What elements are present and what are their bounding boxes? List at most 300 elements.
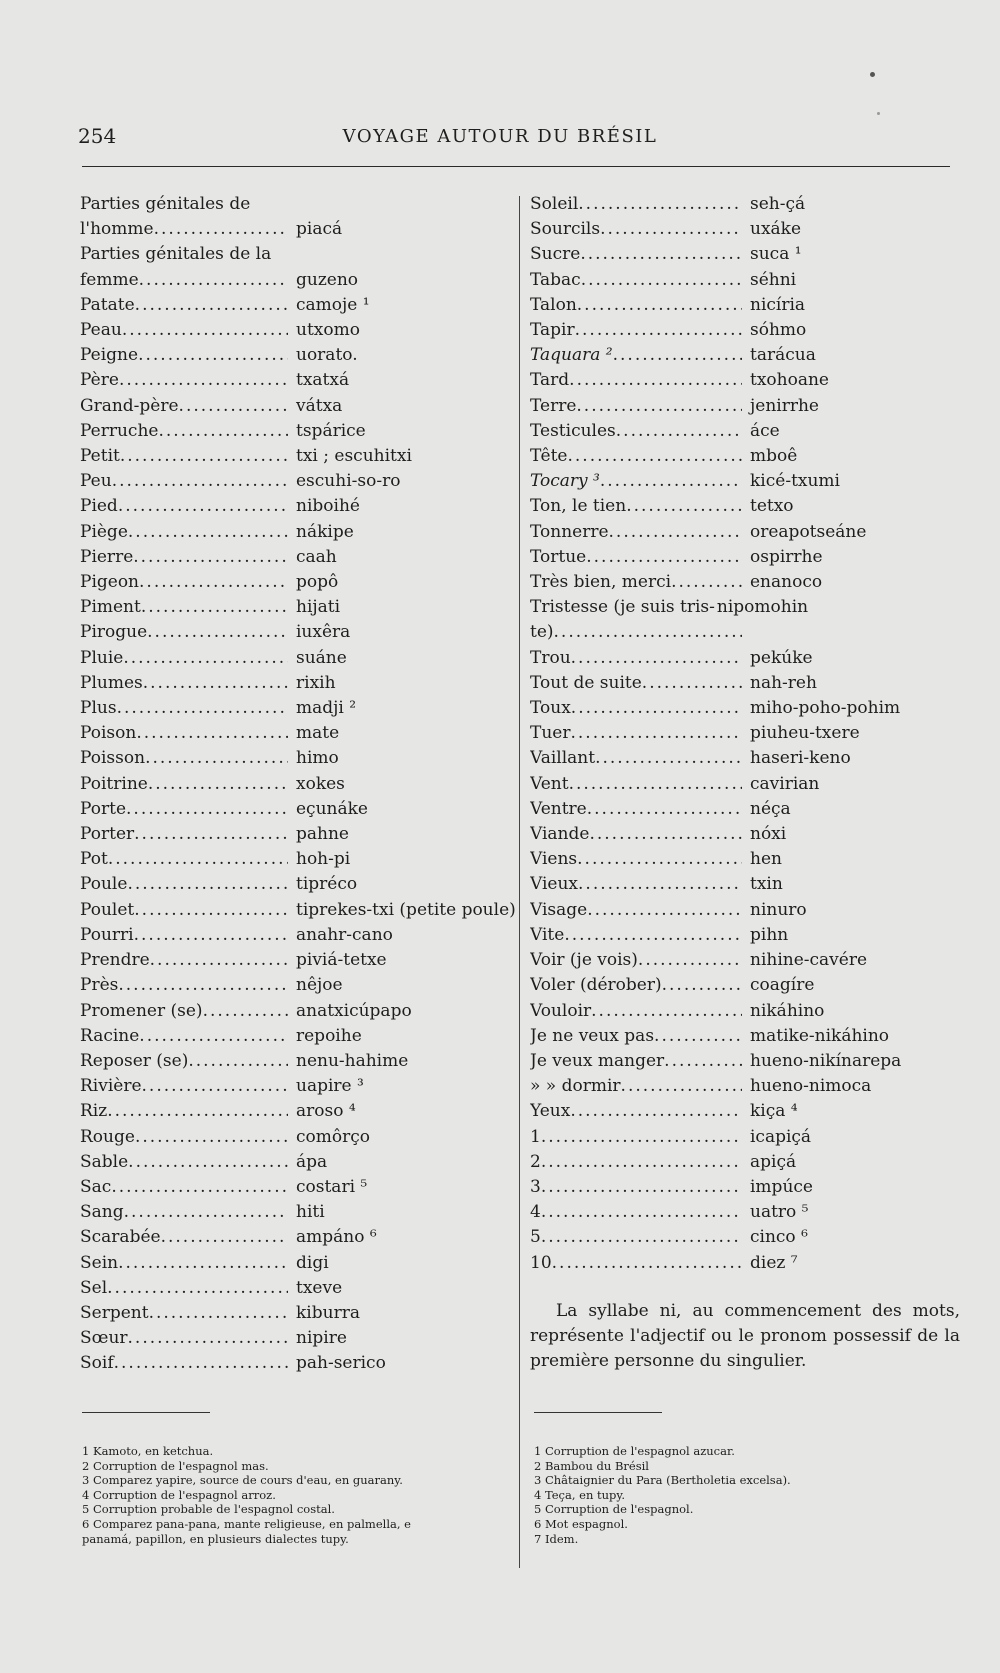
footnote: 5 Corruption probable de l'espagnol costal. (82, 1502, 335, 1517)
leader-dots (111, 1175, 288, 1200)
entry-gloss: coagíre (750, 975, 815, 996)
entry-term-wrap (80, 469, 288, 494)
entry-gloss: pekúke (750, 647, 813, 668)
leader-dots (541, 1175, 742, 1200)
entry-term-wrap (530, 469, 742, 494)
entry-gloss: hueno-nimoca (750, 1076, 872, 1097)
leader-dots (161, 1225, 288, 1250)
entry-term: 1 (530, 1126, 541, 1147)
entry-term-wrap (80, 343, 288, 368)
leader-dots (139, 268, 288, 293)
entry-gloss: nah-reh (750, 672, 817, 693)
entry-term-wrap (80, 847, 288, 872)
leader-dots (571, 646, 742, 671)
entry-term-wrap (530, 242, 742, 267)
leader-dots (621, 1074, 742, 1099)
entry-term: Riz (80, 1101, 108, 1122)
glossary-entry (80, 1175, 480, 1200)
entry-term-wrap (530, 1024, 742, 1049)
entry-gloss: repoihe (296, 1025, 362, 1046)
entry-term-wrap (530, 1175, 742, 1200)
entry-term-wrap (80, 822, 288, 847)
entry-gloss: uapire ³ (296, 1076, 364, 1097)
entry-term-wrap (80, 772, 288, 797)
leader-dots (554, 620, 742, 645)
entry-term-wrap (80, 948, 288, 973)
glossary-entry (530, 419, 960, 444)
entry-term: Scarabée (80, 1227, 161, 1248)
entry-term-wrap (530, 1125, 742, 1150)
entry-term: Rivière (80, 1076, 142, 1097)
entry-term-wrap (80, 797, 288, 822)
entry-gloss: ampáno ⁶ (296, 1227, 377, 1248)
entry-gloss: mboê (750, 446, 798, 467)
entry-gloss: vátxa (296, 395, 343, 416)
entry-gloss: matike-nikáhino (750, 1025, 890, 1046)
entry-term-wrap (530, 520, 742, 545)
entry-term-wrap (530, 1099, 742, 1124)
entry-term: Serpent (80, 1302, 149, 1323)
leader-dots (122, 318, 288, 343)
entry-term: Pot (80, 849, 108, 870)
leader-dots (578, 872, 742, 897)
entry-gloss: txi ; escuhitxi (296, 446, 412, 467)
entry-term-wrap (80, 1024, 288, 1049)
entry-term-wrap (80, 999, 288, 1024)
glossary-entry (80, 1099, 480, 1124)
entry-term-wrap (80, 1225, 288, 1250)
glossary-entry (80, 1074, 480, 1099)
glossary-entry (80, 923, 480, 948)
entry-gloss: diez ⁷ (750, 1252, 798, 1273)
entry-term: Près (80, 975, 119, 996)
entry-gloss: tipréco (296, 874, 358, 895)
leader-dots (576, 394, 742, 419)
footnote: 2 Corruption de l'espagnol mas. (82, 1458, 269, 1473)
entry-term-wrap (80, 1351, 288, 1376)
header-rule (82, 166, 950, 167)
glossary-entry (530, 898, 960, 923)
glossary-entry (530, 545, 960, 570)
entry-term: Sourcils (530, 219, 601, 240)
leader-dots (587, 797, 742, 822)
glossary-entry (80, 620, 480, 645)
entry-term-wrap (530, 1225, 742, 1250)
glossary-entry (530, 570, 960, 595)
entry-gloss: icapiçá (750, 1126, 812, 1147)
entry-term-wrap (80, 721, 288, 746)
entry-term-wrap (530, 772, 742, 797)
entry-gloss: mate (296, 723, 340, 744)
glossary-entry (80, 797, 480, 822)
entry-term: Perruche (80, 420, 159, 441)
entry-term-wrap (530, 746, 742, 771)
footnote: 6 Mot espagnol. (534, 1516, 628, 1531)
glossary-entry (530, 620, 960, 645)
leader-dots (134, 898, 288, 923)
entry-term-wrap (530, 646, 742, 671)
entry-term-wrap (80, 973, 288, 998)
glossary-entry (530, 696, 960, 721)
glossary-entry (80, 494, 480, 519)
entry-term-wrap (530, 797, 742, 822)
glossary-entry (80, 898, 516, 923)
glossary-entry (80, 268, 480, 293)
footnote: 3 Châtaignier du Para (Bertholetia excelsa). (534, 1473, 791, 1488)
leader-dots (577, 847, 742, 872)
entry-term-wrap (80, 242, 271, 267)
entry-term: Poulet (80, 899, 135, 920)
entry-gloss: oreapotseáne (750, 521, 867, 542)
entry-gloss: séhni (750, 269, 797, 290)
entry-gloss: haseri-keno (750, 748, 851, 769)
entry-term: Sucre (530, 244, 581, 265)
glossary-entry (530, 242, 960, 267)
entry-gloss: hueno-nikínarepa (750, 1050, 902, 1071)
entry-gloss: cinco ⁶ (750, 1227, 808, 1248)
leader-dots (148, 772, 288, 797)
entry-term: Peu (80, 471, 112, 492)
possessive-note: La syllabe ni, au commencement des mots, représente l'adjectif ou le pronom possessif de la première personne du singulier. (530, 1301, 960, 1371)
entry-term-wrap (530, 1251, 742, 1276)
footnote: panamá, papillon, en plusieurs dialectes tupy. (82, 1531, 349, 1546)
glossary-entry (530, 1049, 960, 1074)
entry-term: Sœur (80, 1328, 128, 1349)
entry-term: Ton, le tien (530, 496, 627, 517)
leader-dots (541, 1150, 742, 1175)
entry-gloss: hiti (296, 1202, 325, 1223)
leader-dots (638, 948, 742, 973)
entry-term: Peigne (80, 345, 139, 366)
leader-dots (141, 595, 288, 620)
entry-term: Rouge (80, 1126, 135, 1147)
entry-gloss: sóhmo (750, 320, 807, 341)
glossary-entry (530, 1125, 960, 1150)
entry-gloss: tetxo (750, 496, 794, 517)
entry-term-wrap (80, 1301, 288, 1326)
entry-gloss: nipomohin (716, 597, 809, 618)
entry-term-wrap (80, 268, 288, 293)
entry-term-wrap (530, 847, 742, 872)
entry-term: Parties génitales de la (80, 244, 272, 265)
entry-gloss: uxáke (750, 219, 802, 240)
entry-gloss: himo (296, 748, 339, 769)
leader-dots (578, 192, 742, 217)
entry-term: Petit (80, 446, 120, 467)
entry-gloss: piacá (296, 219, 343, 240)
entry-gloss: costari ⁵ (296, 1176, 368, 1197)
glossary-entry (80, 343, 480, 368)
entry-term: Poisson (80, 748, 146, 769)
leader-dots (591, 999, 742, 1024)
entry-term-wrap (80, 217, 288, 242)
footnote: 7 Idem. (534, 1531, 579, 1546)
leader-dots (123, 646, 288, 671)
glossary-entry (80, 948, 480, 973)
entry-term-wrap (80, 923, 288, 948)
entry-term-wrap (80, 620, 288, 645)
entry-term-wrap (80, 545, 288, 570)
entry-term-wrap (530, 343, 742, 368)
entry-term: Trou (530, 647, 571, 668)
entry-gloss: escuhi-so-ro (296, 471, 401, 492)
glossary-entry (80, 545, 480, 570)
entry-gloss: pihn (750, 924, 789, 945)
entry-gloss: uatro ⁵ (750, 1202, 809, 1223)
footnote: 3 Comparez yapire, source de cours d'eau, en guarany. (82, 1473, 403, 1488)
glossary-entry (80, 999, 480, 1024)
glossary-entry (80, 469, 480, 494)
glossary-entry (530, 923, 960, 948)
glossary-entry (80, 217, 480, 242)
entry-term-wrap (530, 444, 742, 469)
entry-gloss: tarácua (750, 345, 816, 366)
leader-dots (570, 721, 742, 746)
entry-term-wrap (530, 494, 742, 519)
entry-term-wrap (80, 419, 288, 444)
glossary-entry (530, 368, 960, 393)
entry-term: Poule (80, 874, 128, 895)
entry-term-wrap (80, 444, 288, 469)
leader-dots (586, 545, 742, 570)
entry-term-wrap (530, 948, 742, 973)
glossary-entry (80, 1125, 480, 1150)
leader-dots (143, 671, 288, 696)
glossary-entry (80, 772, 480, 797)
entry-term: Patate (80, 294, 135, 315)
entry-gloss: kiça ⁴ (750, 1101, 798, 1122)
glossary-entry (530, 217, 960, 242)
entry-term: Poitrine (80, 773, 148, 794)
glossary-entry (80, 847, 480, 872)
leader-dots (128, 1326, 288, 1351)
entry-term: Pourri (80, 924, 134, 945)
entry-term: Grand-père (80, 395, 179, 416)
leader-dots (600, 469, 742, 494)
glossary-entry (530, 1074, 960, 1099)
footnote: 4 Teça, en tupy. (534, 1487, 626, 1502)
entry-term: Vaillant (530, 748, 596, 769)
leader-dots (587, 898, 742, 923)
glossary-entry (530, 872, 960, 897)
entry-gloss: nêjoe (296, 975, 343, 996)
entry-gloss: nicíria (750, 294, 806, 315)
entry-gloss: camoje ¹ (296, 294, 370, 315)
glossary-entry (530, 822, 960, 847)
entry-term-wrap (80, 1074, 288, 1099)
glossary-entry (530, 494, 960, 519)
leader-dots (654, 1024, 742, 1049)
entry-term: Plumes (80, 672, 143, 693)
leader-dots (564, 923, 742, 948)
glossary-entry (80, 1251, 480, 1276)
entry-gloss: tspárice (296, 420, 366, 441)
entry-term: Voler (dérober) (530, 975, 662, 996)
glossary-entry (80, 646, 480, 671)
entry-term: Yeux (530, 1101, 571, 1122)
leader-dots (134, 923, 288, 948)
glossary-entry (530, 847, 960, 872)
glossary-entry (80, 1276, 480, 1301)
glossary-entry (80, 973, 480, 998)
entry-gloss: txeve (296, 1277, 343, 1298)
entry-gloss: ospirrhe (750, 546, 823, 567)
glossary-entry (530, 192, 960, 217)
entry-term: Prendre (80, 950, 150, 971)
entry-gloss: comôrço (296, 1126, 370, 1147)
entry-term-wrap (80, 646, 288, 671)
glossary-entry (80, 822, 480, 847)
leader-dots (577, 293, 742, 318)
entry-term-wrap (80, 1049, 288, 1074)
leader-dots (124, 1200, 288, 1225)
entry-term: te) (530, 622, 554, 643)
glossary-entry (530, 1175, 960, 1200)
glossary-entry (530, 520, 960, 545)
leader-dots (179, 394, 288, 419)
entry-term-wrap (530, 570, 742, 595)
glossary-entry (80, 520, 480, 545)
leader-dots (552, 1251, 742, 1276)
leader-dots (203, 999, 288, 1024)
entry-term-wrap (530, 1150, 742, 1175)
entry-term-wrap (80, 318, 288, 343)
glossary-entry (530, 721, 960, 746)
entry-gloss: uorato. (296, 345, 358, 366)
leader-dots (158, 419, 288, 444)
entry-term: Tonnerre (530, 521, 609, 542)
entry-term: Vieux (530, 874, 579, 895)
entry-term-wrap (530, 1074, 742, 1099)
entry-gloss: nóxi (750, 824, 787, 845)
entry-term: Sein (80, 1252, 119, 1273)
entry-term-wrap (80, 494, 288, 519)
leader-dots (107, 1099, 288, 1124)
glossary-entry (80, 746, 480, 771)
entry-term-wrap (80, 1099, 288, 1124)
entry-term: Parties génitales de (80, 194, 251, 214)
entry-gloss: niboihé (296, 496, 360, 517)
leader-dots (108, 847, 288, 872)
entry-term: Pirogue (80, 622, 148, 643)
entry-gloss: anahr-cano (296, 924, 393, 945)
entry-term: Tard (530, 370, 570, 391)
entry-gloss: nikáhino (750, 1000, 825, 1021)
entry-term-wrap (80, 696, 288, 721)
leader-dots (118, 1251, 288, 1276)
entry-term: Sang (80, 1202, 124, 1223)
entry-gloss: nenu-hahime (296, 1050, 409, 1071)
entry-term-wrap (530, 192, 742, 217)
entry-gloss: apiçá (750, 1151, 797, 1172)
leader-dots (662, 973, 742, 998)
glossary-entry (530, 772, 960, 797)
entry-term: l'homme (80, 219, 154, 240)
footnote-rule-left (82, 1412, 210, 1413)
entry-term-wrap (80, 368, 288, 393)
entry-gloss: suáne (296, 647, 347, 668)
footnote: 5 Corruption de l'espagnol. (534, 1502, 694, 1517)
leader-dots (589, 822, 742, 847)
footnote: 1 Corruption de l'espagnol azucar. (534, 1444, 735, 1458)
entry-term-wrap (530, 268, 742, 293)
leader-dots (139, 1024, 288, 1049)
entry-gloss: suca ¹ (750, 244, 802, 265)
glossary-entry (530, 595, 960, 620)
glossary-entry (80, 696, 480, 721)
entry-term: Tête (530, 446, 568, 467)
entry-gloss: nákipe (296, 521, 354, 542)
glossary-entry (80, 1351, 480, 1376)
entry-gloss: áce (750, 420, 780, 441)
leader-dots (138, 343, 288, 368)
leader-dots (150, 948, 288, 973)
entry-term: Tabac (530, 269, 581, 290)
entry-gloss: txatxá (296, 370, 350, 391)
entry-gloss: aroso ⁴ (296, 1101, 356, 1122)
leader-dots (126, 797, 288, 822)
leader-dots (569, 772, 742, 797)
glossary-entry (80, 671, 480, 696)
entry-term: Soif (80, 1353, 114, 1374)
entry-term: Porte (80, 798, 127, 819)
entry-term-wrap (80, 671, 288, 696)
entry-term: Reposer (se) (80, 1050, 189, 1071)
entry-term-wrap (530, 419, 742, 444)
entry-term-wrap (80, 1200, 288, 1225)
entry-term: Vite (530, 924, 565, 945)
entry-term-wrap (80, 1276, 288, 1301)
entry-gloss: guzeno (296, 269, 359, 290)
glossary-entry (530, 318, 960, 343)
entry-term: Pigeon (80, 572, 140, 593)
glossary-entry (80, 444, 480, 469)
leader-dots (142, 1074, 288, 1099)
entry-term: Viens (530, 849, 578, 870)
entry-term: Sac (80, 1176, 112, 1197)
entry-gloss: impúce (750, 1176, 813, 1197)
leader-dots (609, 520, 742, 545)
leader-dots (112, 469, 288, 494)
entry-term: Tristesse (je suis tris- (530, 597, 715, 618)
leader-dots (107, 1276, 288, 1301)
leader-dots (570, 1099, 742, 1124)
entry-term-wrap (80, 192, 250, 217)
ink-spot (877, 112, 880, 115)
leader-dots (188, 1049, 288, 1074)
glossary-entry (530, 797, 960, 822)
glossary-entry (530, 1251, 960, 1276)
glossary-entry (530, 999, 960, 1024)
entry-term: Piment (80, 597, 141, 618)
glossary-entry (80, 192, 480, 217)
leader-dots (541, 1225, 742, 1250)
entry-term-wrap (530, 923, 742, 948)
column-divider (519, 196, 520, 1568)
entry-gloss: xokes (296, 773, 345, 794)
entry-term-wrap (530, 822, 742, 847)
glossary-entry (80, 1326, 480, 1351)
leader-dots (127, 872, 288, 897)
leader-dots (581, 268, 742, 293)
entry-term: Piège (80, 521, 128, 542)
entry-term: Ventre (530, 798, 587, 819)
leader-dots (147, 620, 288, 645)
entry-gloss: pahne (296, 824, 349, 845)
entry-term: Porter (80, 824, 135, 845)
entry-term-wrap (530, 545, 742, 570)
entry-gloss: kiburra (296, 1302, 360, 1323)
